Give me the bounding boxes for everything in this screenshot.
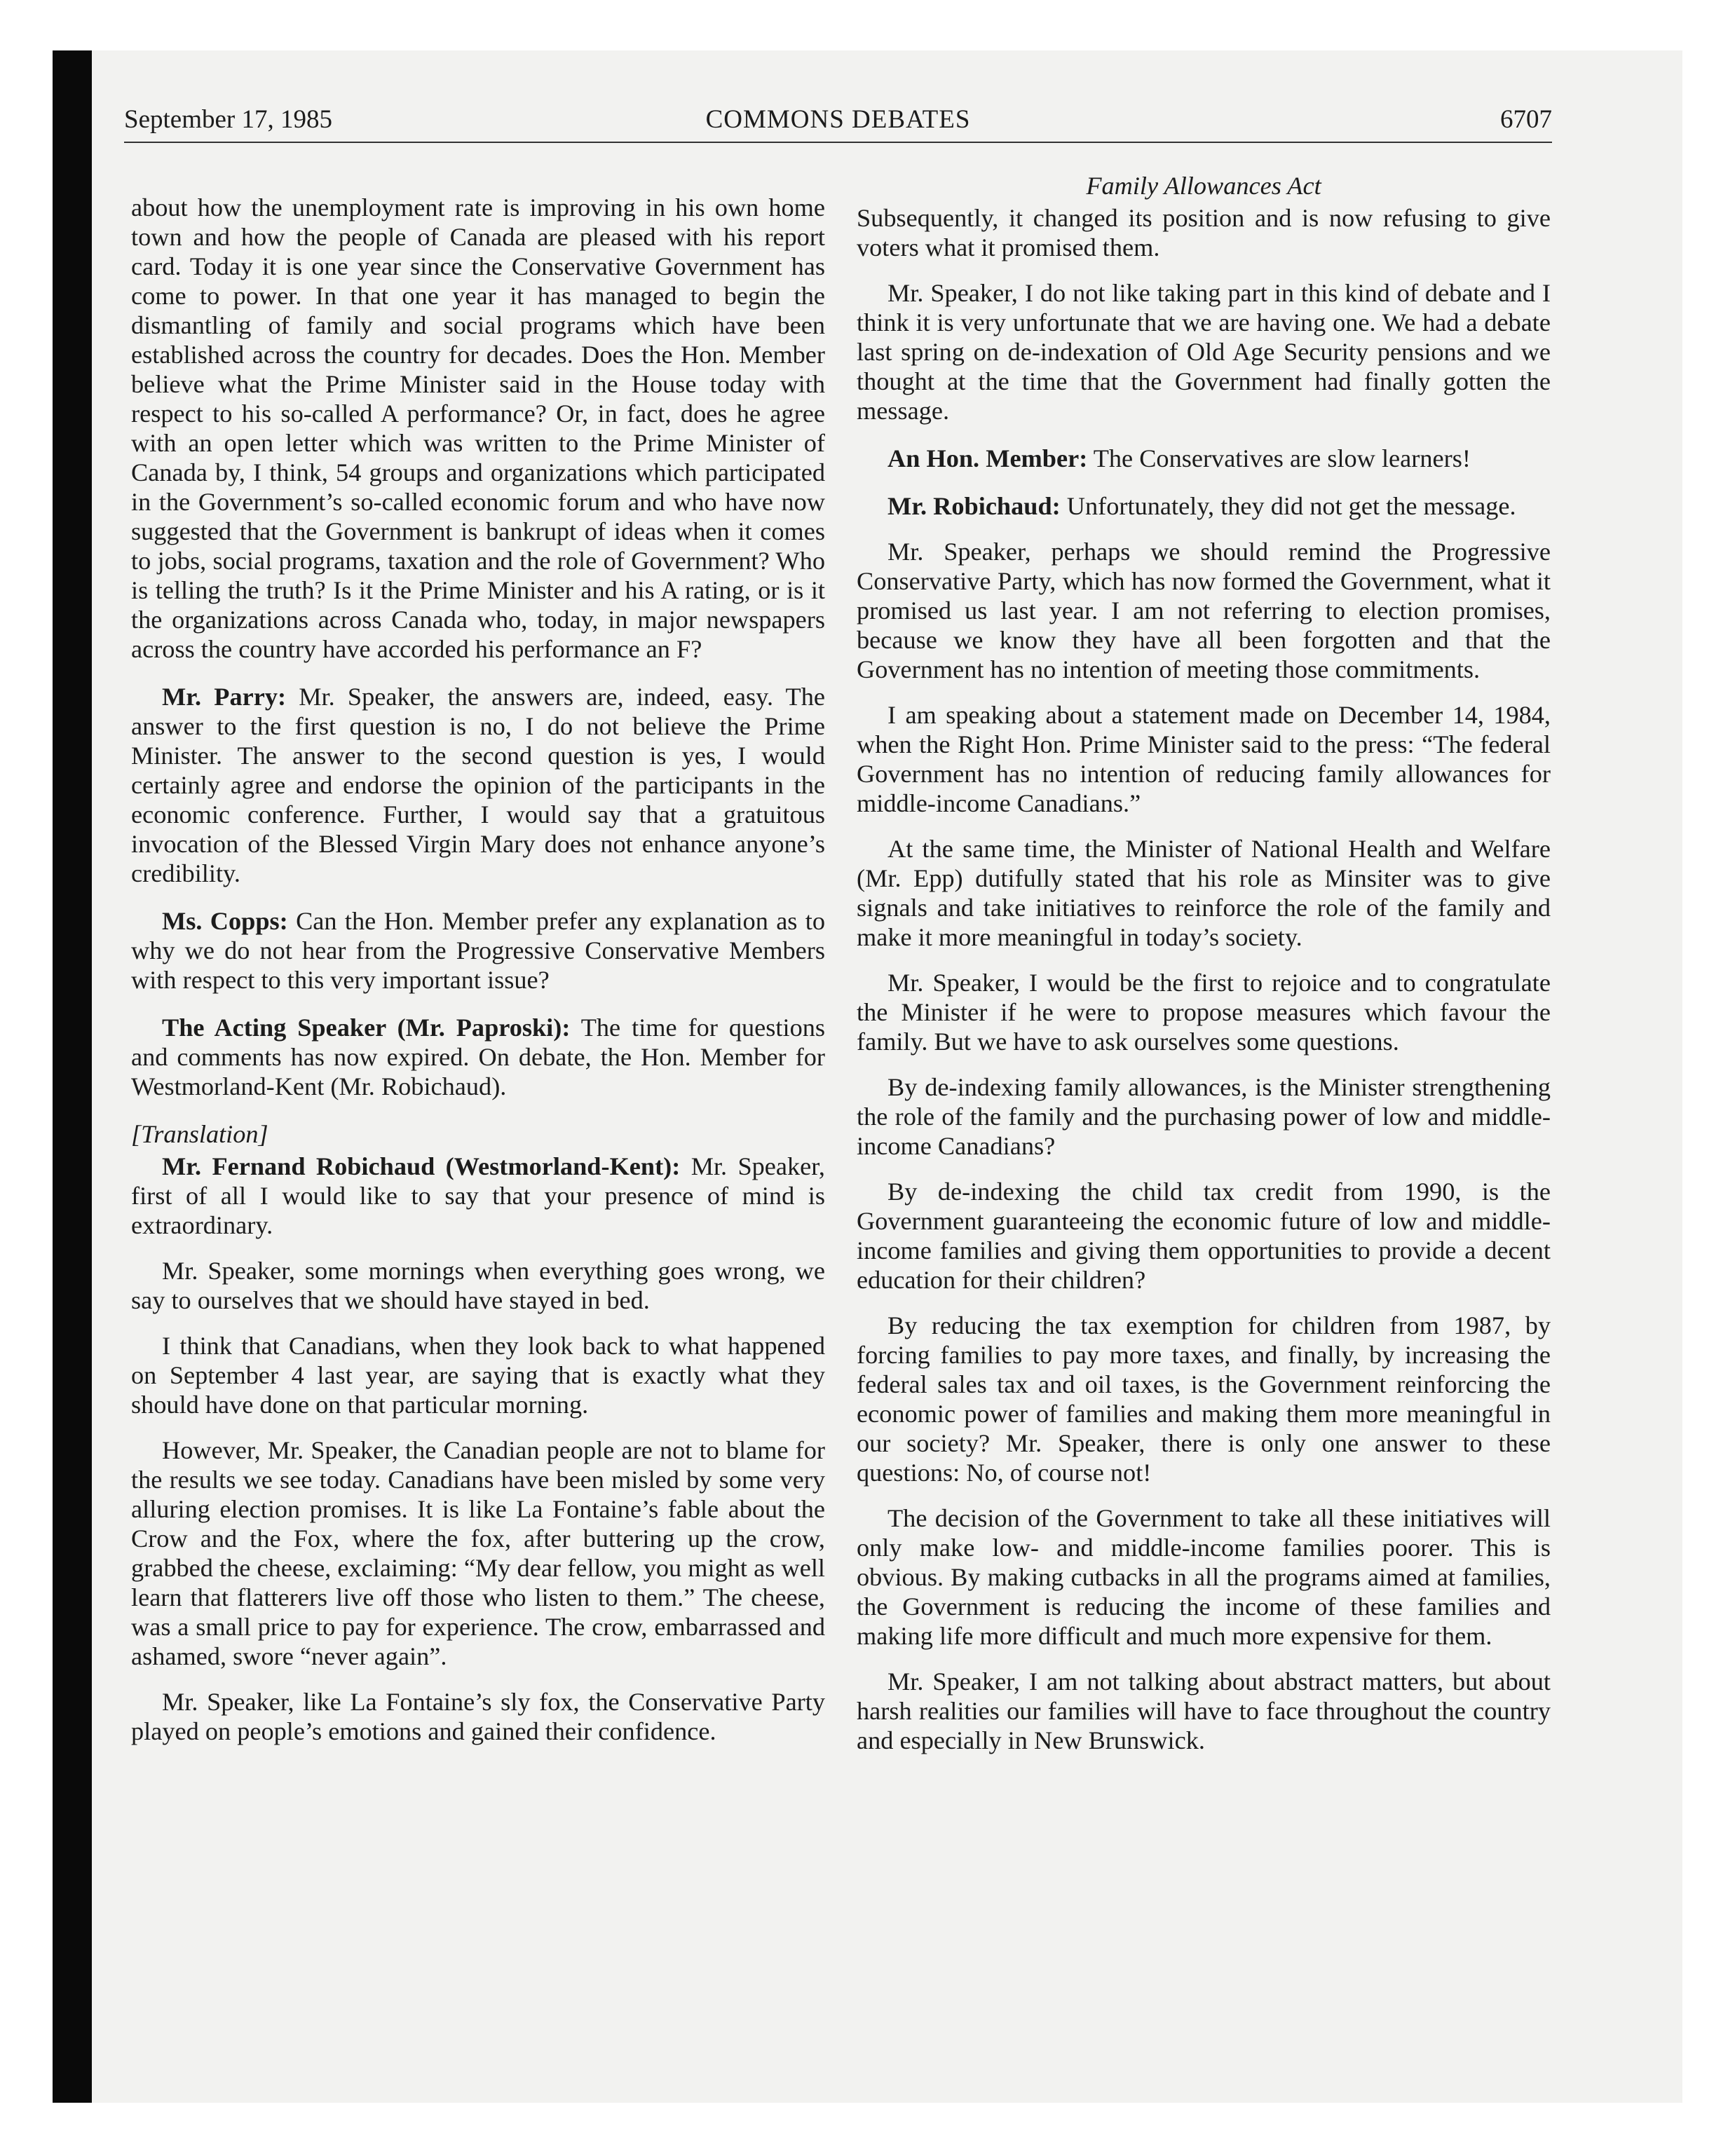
paragraph: I am speaking about a statement made on December 14, 1984, when the Right Hon. Prime Minister said to the press: “The federal Government has no intention of reducing family allowances for middle-income Canadians.” (857, 701, 1551, 817)
paragraph: Mr. Speaker, some mornings when everything goes wrong, we say to ourselves that we should have stayed in bed. (131, 1257, 825, 1314)
speaker-name: Ms. Copps: (162, 907, 288, 935)
right-column (857, 171, 1551, 1755)
paragraph: Mr. Speaker, like La Fontaine’s sly fox, the Conservative Party played on people’s emotions and gained their confidence. (131, 1688, 825, 1745)
speaker-name: The Acting Speaker (Mr. Paproski): (162, 1014, 571, 1042)
paragraph (131, 906, 825, 995)
paragraph (131, 682, 825, 888)
speaker-name: Mr. Robichaud: (887, 492, 1061, 520)
paragraph (857, 444, 1551, 473)
paragraph (857, 491, 1551, 521)
speaker-name: Mr. Parry: (162, 683, 287, 711)
paragraph: The decision of the Government to take all these initiatives will only make low- and middle-income families poorer. This is obvious. By making cutbacks in all the programs aimed at families, the Government is reducing the income of these families and making life more difficult and much more expensive for them. (857, 1504, 1551, 1650)
paragraph: At the same time, the Minister of National Health and Welfare (Mr. Epp) dutifully stated that his role as Minsiter was to give signals and take initiatives to reinforce the role of the family and make it more meaningful in today’s society. (857, 835, 1551, 951)
speech-text: Mr. Speaker, first of all I would like to say that your presence of mind is extraordinary. (131, 1152, 825, 1239)
paragraph: However, Mr. Speaker, the Canadian people are not to blame for the results we see today. Canadians have been misled by some very alluring election promises. It is like La Fontaine’s fable about the Crow and the Fox, where the fox, after buttering up the crow, grabbed the cheese, exclaiming: “My dear fellow, you might as well learn that flatterers live off those who listen to them.” The cheese, was a small price to pay for experience. The crow, embarrassed and ashamed, swore “never again”. (131, 1436, 825, 1670)
translation-label: [Translation] (131, 1120, 268, 1148)
paragraph (131, 1152, 825, 1240)
speech-text: Unfortunately, they did not get the message. (1060, 492, 1516, 520)
page-header (124, 100, 1552, 143)
paragraph: By de-indexing the child tax credit from 1990, is the Government guaranteeing the economic future of low and middle-income families and giving them opportunities to provide a decent education for their children? (857, 1178, 1551, 1294)
speech-text: The time for questions and comments has now expired. On debate, the Hon. Member for Westmorland-Kent (Mr. Robichaud). (131, 1014, 825, 1100)
header-title: COMMONS DEBATES (705, 105, 971, 134)
paragraph: Mr. Speaker, I am not talking about abstract matters, but about harsh realities our families will have to face throughout the country and especially in New Brunswick. (857, 1667, 1551, 1754)
paragraph: Subsequently, it changed its position and is now refusing to give voters what it promised them. (857, 204, 1551, 261)
speaker-name: Mr. Fernand Robichaud (Westmorland-Kent): (162, 1152, 681, 1180)
paragraph: about how the unemployment rate is improving in his own home town and how the people of Canada are pleased with his report card. Today it is one year since the Conservative Government has come to power. In that one year it has managed to begin the dismantling of family and social programs which have been established across the country for decades. Does the Hon. Member believe what the Prime Minister said in the House today with respect to his so-called A performance? Or, in fact, does he agree with an open letter which was written to the Prime Minister of Canada by, I think, 54 groups and organizations which participated in the Government’s so-called economic forum and who have now suggested that the Government is bankrupt of ideas when it comes to jobs, social programs, taxation and the role of Government? Who is telling the truth? Is it the Prime Minister and his A rating, or is it the organizations across Canada who, today, in major newspapers across the country have accorded his performance an F? (131, 193, 825, 663)
paragraph: Mr. Speaker, I would be the first to rejoice and to congratulate the Minister if he were to propose measures which favour the family. But we have to ask ourselves some questions. (857, 969, 1551, 1056)
speech-text: Can the Hon. Member prefer any explanation as to why we do not hear from the Progressive Conservative Members with respect to this very important issue? (131, 907, 825, 994)
speaker-name: An Hon. Member: (887, 444, 1088, 472)
left-column (131, 193, 825, 1746)
binding-shadow (53, 50, 92, 2103)
header-page-number: 6707 (1500, 105, 1552, 134)
speech-text: Mr. Speaker, the answers are, indeed, easy. The answer to the first question is no, I do not believe the Prime Minister. The answer to the second question is yes, I would certainly agree and endorse the opinion of the participants in the economic conference. Further, I would say that a gratuitous invocation of the Blessed Virgin Mary does not enhance anyone’s credibility. (131, 683, 825, 887)
paragraph: Mr. Speaker, perhaps we should remind the Progressive Conservative Party, which has now formed the Government, what it promised us last year. I am not referring to election promises, because we know they have all been forgotten and that the Government has no intention of meeting those commitments. (857, 538, 1551, 683)
paragraph: By de-indexing family allowances, is the Minister strengthening the role of the family and the purchasing power of low and middle-income Canadians? (857, 1073, 1551, 1160)
paragraph (131, 1013, 825, 1101)
paragraph: Mr. Speaker, I do not like taking part in this kind of debate and I think it is very unfortunate that we are having one. We had a debate last spring on de-indexation of Old Age Security pensions and we thought at the time that the Government had finally gotten the message. (857, 279, 1551, 425)
header-date: September 17, 1985 (124, 105, 332, 134)
paragraph: I think that Canadians, when they look back to what happened on September 4 last year, are saying that is exactly what they should have done on that particular morning. (131, 1332, 825, 1419)
speech-text: The Conservatives are slow learners! (1087, 444, 1471, 472)
running-head: Family Allowances Act (1086, 172, 1321, 200)
paragraph: By reducing the tax exemption for children from 1987, by forcing families to pay more taxes, and finally, by increasing the federal sales tax and oil taxes, is the Government reinforcing the economic power of families and making them more meaningful in our society? Mr. Speaker, there is only one answer to these questions: No, of course not! (857, 1311, 1551, 1487)
